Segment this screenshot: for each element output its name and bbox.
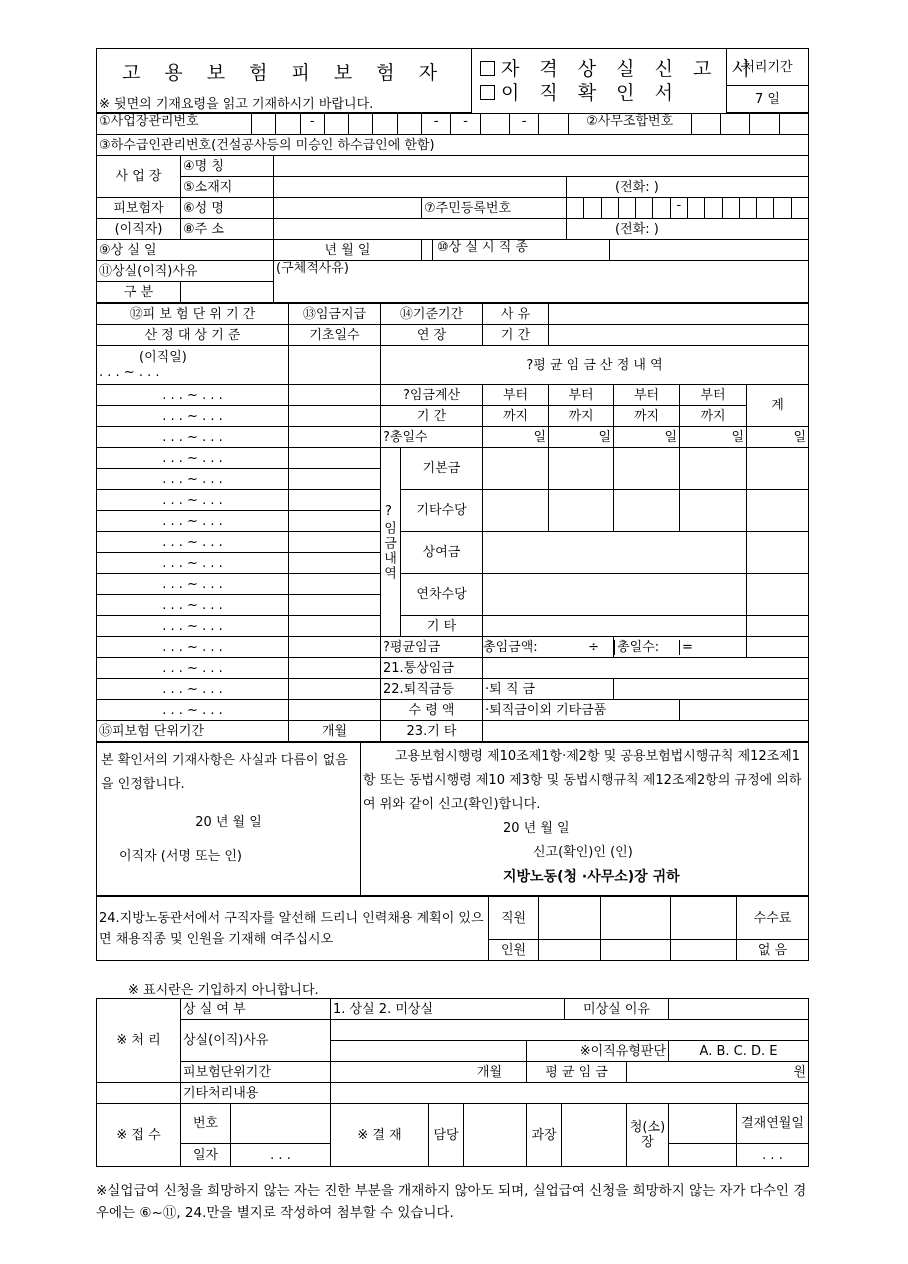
biz-no-input[interactable] [398, 114, 421, 134]
confirm-date[interactable]: 20 년 월 일 [195, 815, 262, 830]
rrn-label: ⑦주민등록번호 [422, 198, 567, 219]
receipt-no-label: 번호 [181, 1104, 231, 1144]
other-allow-input[interactable] [483, 490, 549, 532]
loss-date-label: ⑨상 실 일 [97, 240, 274, 261]
unit-period-header-1: ⑫피 보 험 단 위 기 간 [97, 304, 289, 325]
form-type-checks [472, 49, 757, 113]
biz-no-input[interactable] [349, 114, 373, 134]
basic-info-table [96, 113, 809, 303]
confirm-right [361, 743, 809, 896]
receipt-no-input[interactable] [231, 1104, 331, 1144]
fee-none: 없 음 [737, 940, 809, 961]
range-row[interactable]: . . . ~ . . . [97, 574, 289, 595]
basic-input[interactable] [549, 448, 614, 490]
range-row[interactable]: . . . ~ . . . [97, 406, 289, 427]
biz-label: 사 업 장 [97, 156, 181, 198]
wage-days-input[interactable] [289, 427, 381, 448]
confirm-statement: 본 확인서의 기재사항은 사실과 다름이 없음을 인정합니다. [101, 753, 348, 792]
day-2[interactable]: 일 [549, 427, 614, 448]
other-allow-input[interactable] [680, 490, 747, 532]
office-reason-input-2[interactable] [331, 1041, 527, 1062]
biz-no-input[interactable]: - [422, 114, 451, 134]
office-won[interactable]: 원 [627, 1062, 809, 1083]
union-no-label: ②사무조합번호 [569, 114, 692, 134]
union-no-input[interactable] [750, 114, 779, 134]
range-row[interactable]: . . . ~ . . . [97, 448, 289, 469]
office-other-label: 기타처리내용 [181, 1083, 331, 1104]
approve-label: ※ 결 재 [331, 1104, 429, 1167]
basic-input[interactable] [747, 448, 809, 490]
office-unit-label: 피보험단위기간 [181, 1062, 331, 1083]
loss-job-row [422, 240, 809, 261]
total-days-label: 총일수: [614, 640, 659, 655]
recruit-count-input[interactable] [671, 940, 737, 961]
calc-period-label-1: ?임금계산 [381, 385, 483, 406]
insured-phone[interactable]: (전화: ) [567, 219, 809, 240]
insured-addr-label: ⑧주 소 [181, 219, 274, 240]
biz-name-input[interactable] [274, 156, 809, 177]
office-section [96, 998, 808, 1167]
from-3: 부터 [614, 385, 680, 406]
checkbox-loss[interactable] [480, 61, 495, 76]
etc-label: 기 타 [401, 616, 483, 637]
office-table [96, 998, 809, 1167]
annual-total[interactable] [747, 574, 809, 616]
biz-no-input[interactable] [252, 114, 276, 134]
union-no-input[interactable] [692, 114, 721, 134]
range-row[interactable]: . . . ~ . . . [97, 637, 289, 658]
from-4: 부터 [680, 385, 747, 406]
base-period-header-2: 연 장 [381, 325, 483, 346]
insured-label: 피보험자 [97, 198, 181, 219]
insured-name-label: ⑥성 명 [181, 198, 274, 219]
biz-no-input[interactable] [325, 114, 349, 134]
range-row[interactable]: . . . ~ . . . [97, 469, 289, 490]
receipt-date-input[interactable]: . . . [231, 1144, 331, 1167]
calc-period-label-2: 기 간 [381, 406, 483, 427]
avg-wage-title: ?평 균 임 금 산 정 내 역 [381, 346, 809, 385]
other-allow-input[interactable] [614, 490, 680, 532]
ext-reason-input[interactable] [549, 304, 809, 325]
insured-name-input[interactable] [274, 198, 422, 219]
recruit-text: 24.지방노동관서에서 구직자를 알선해 드리니 인력채용 계획이 있으면 채용직종 및 인원을 기재해 여주십시오 [97, 897, 489, 961]
wage-days-input[interactable] [289, 469, 381, 490]
office-reason-input[interactable] [331, 1020, 809, 1041]
to-2: 까지 [549, 406, 614, 427]
basic-input[interactable] [614, 448, 680, 490]
bonus-input[interactable] [483, 532, 747, 574]
total-wage-label: 총임금액: [483, 639, 538, 655]
wage-days-input[interactable] [289, 448, 381, 469]
from-2: 부터 [549, 385, 614, 406]
recruit-job-label: 직원 [489, 897, 539, 940]
biz-no-input[interactable] [373, 114, 397, 134]
biz-no-label: ①사업장관리번호 [97, 114, 252, 134]
biz-no-input[interactable] [481, 114, 510, 134]
unit15-label: ⑮피보험 단위기간 [97, 721, 289, 742]
reason-detail[interactable]: (구체적사유) [274, 261, 809, 303]
biz-addr-input[interactable] [274, 177, 567, 198]
biz-no-input[interactable]: - [301, 114, 325, 134]
severance-1-input[interactable] [614, 679, 809, 700]
biz-no-input[interactable]: - [510, 114, 539, 134]
day-3[interactable]: 일 [614, 427, 680, 448]
gubun-input[interactable] [181, 282, 274, 303]
loss-job-label: ⑩상 실 시 직 종 [433, 240, 610, 260]
loss-date-input[interactable]: 년 월 일 [274, 240, 422, 261]
confirm-signer[interactable]: 이직자 (서명 또는 인) [119, 849, 243, 864]
range-row[interactable]: . . . ~ . . . [97, 490, 289, 511]
wage-table [96, 303, 809, 742]
other-allow-input[interactable] [747, 490, 809, 532]
approve-date-input[interactable]: . . . [737, 1144, 809, 1167]
range-text: . . . ~ . . . [99, 365, 160, 380]
loss-yn-label: 상 실 여 부 [181, 999, 331, 1020]
range-row[interactable]: . . . ~ . . . [97, 679, 289, 700]
office-other-input[interactable] [331, 1083, 809, 1104]
basic-label: 기본금 [401, 448, 483, 490]
wage-days-input[interactable] [289, 553, 381, 574]
wage-days-header-1: ⑬임금지급 [289, 304, 381, 325]
to-3: 까지 [614, 406, 680, 427]
staff-cell[interactable] [429, 1104, 527, 1167]
severance-2: ·퇴직금이외 기타금품 [483, 700, 680, 721]
days-label: ?총일수 [381, 427, 483, 448]
separation-range[interactable] [97, 346, 289, 385]
range-row[interactable]: . . . ~ . . . [97, 616, 289, 637]
instruction-text: ※ 뒷면의 기재요령을 읽고 기재하시기 바랍니다. [97, 97, 472, 113]
day-total[interactable]: 일 [747, 427, 809, 448]
ext-period-input[interactable] [549, 325, 809, 346]
to-1: 까지 [483, 406, 549, 427]
biz-no-input[interactable]: - [451, 114, 480, 134]
reason-label: ⑪상실(이직)사유 [97, 261, 274, 282]
receipt-date-label: 일자 [181, 1144, 231, 1167]
fee-label: 수수료 [737, 897, 809, 940]
other23-input[interactable] [483, 721, 809, 742]
wage-detail-text: ?임금내역 [381, 503, 396, 581]
office-months[interactable]: 개월 [331, 1062, 527, 1083]
sub-contractor-label: ③하수급인관리번호(건설공사등의 미승인 하수급인에 한함) [97, 135, 809, 156]
avg-wage-result[interactable] [747, 637, 809, 658]
rrn-input[interactable]: - [567, 198, 809, 219]
eq-sign: = [679, 640, 746, 655]
wage-days-input[interactable] [289, 385, 381, 406]
recruit-job-input[interactable] [671, 897, 737, 940]
ordinary-input[interactable] [483, 658, 809, 679]
gubun-label: 구 분 [97, 282, 181, 303]
ordinary-label: 21.통상임금 [381, 658, 483, 679]
other-allow-label: 기타수당 [401, 490, 483, 532]
range-row[interactable]: . . . ~ . . . [97, 595, 289, 616]
annual-input[interactable] [483, 574, 747, 616]
insured-addr-input[interactable] [274, 219, 567, 240]
reporter[interactable]: 신고(확인)인 (인) [533, 845, 633, 860]
wage-days-input[interactable] [289, 595, 381, 616]
confirm-legal-text: 고용보험시행령 제10조제1항·제2항 및 공용보험법시행규칙 제12조제1항 또는 동법시행령 제10 제3항 및 동법시행규칙 제12조제2항의 규정에 의하여 위와 같이 신고(확인)합니다. [363, 749, 802, 812]
biz-no-input[interactable] [539, 114, 568, 134]
staff-label: 담당 [429, 1104, 464, 1166]
check-loss-label: 자 격 상 실 신 고 서 [501, 57, 757, 80]
processing-label: 처리기간 [727, 49, 809, 86]
confirm-left [97, 743, 361, 896]
form-title: 고 용 보 험 피 보 험 자 [97, 49, 472, 98]
day-1[interactable]: 일 [483, 427, 549, 448]
wage-days-input[interactable] [289, 532, 381, 553]
annual-label: 연차수당 [401, 574, 483, 616]
head-input[interactable] [669, 1104, 737, 1144]
bonus-label: 상여금 [401, 532, 483, 574]
union-no-input[interactable] [721, 114, 750, 134]
range-row[interactable]: . . . ~ . . . [97, 553, 289, 574]
severance-2-input[interactable] [680, 700, 809, 721]
div-sign: ÷ [588, 639, 600, 655]
check-separation-label: 이 직 확 인 서 [501, 81, 680, 104]
ext-period-label: 기 간 [483, 325, 549, 346]
total-wage-cell[interactable] [483, 637, 614, 658]
severance-label-2: 수 령 액 [381, 700, 483, 721]
office-avg-label: 평 균 임 금 [527, 1062, 627, 1083]
other-allow-input[interactable] [549, 490, 614, 532]
type-options[interactable]: A. B. C. D. E [669, 1041, 809, 1062]
biz-no-input[interactable] [276, 114, 300, 134]
separation-day-label: (이직일) [139, 350, 187, 365]
form-main [96, 48, 808, 961]
processing-value: 7 일 [727, 86, 809, 113]
recruit-count-input[interactable] [601, 940, 671, 961]
chief-label: 과장 [527, 1104, 562, 1166]
total-days-cell[interactable] [614, 637, 747, 658]
wage-days-input[interactable] [289, 574, 381, 595]
biz-addr-label: ⑤소재지 [181, 177, 274, 198]
header-table [96, 48, 809, 113]
severance-1: ·퇴 직 금 [483, 679, 614, 700]
biz-no-row-2 [422, 114, 809, 135]
range-row[interactable]: . . . ~ . . . [97, 658, 289, 679]
type-label: ※이직유형판단 [527, 1041, 669, 1062]
unit15-months[interactable]: 개월 [289, 721, 381, 742]
footer-note: ※실업급여 신청을 희망하지 않는 자는 진한 부분을 개재하지 않아도 되며, 실업급여 신청을 희망하지 않는 자가 다수인 경우에는 ⑥~⑪, 24.만을 별지로 작성하여 첨부할 수 있습니다. [96, 1183, 807, 1221]
basic-input[interactable] [483, 448, 549, 490]
union-no-input[interactable] [780, 114, 808, 134]
biz-no-row [97, 114, 422, 135]
range-row[interactable]: . . . ~ . . . [97, 511, 289, 532]
confirm-table [96, 742, 809, 896]
report-date[interactable]: 20 년 월 일 [503, 821, 570, 836]
not-reason-input[interactable] [669, 999, 809, 1020]
range-row[interactable]: . . . ~ . . . [97, 427, 289, 448]
etc-total[interactable] [747, 616, 809, 637]
to-4: 까지 [680, 406, 747, 427]
recruit-count-label: 인원 [489, 940, 539, 961]
ext-reason-label: 사 유 [483, 304, 549, 325]
basic-input[interactable] [680, 448, 747, 490]
wage-days-input[interactable] [289, 616, 381, 637]
wage-days-input[interactable] [289, 406, 381, 427]
day-4[interactable]: 일 [680, 427, 747, 448]
wage-days-input[interactable] [289, 700, 381, 721]
biz-phone[interactable]: (전화: ) [567, 177, 809, 198]
unit-period-header-2: 산 정 대 상 기 준 [97, 325, 289, 346]
biz-name-label: ④명 칭 [181, 156, 274, 177]
head-input-2[interactable] [669, 1144, 737, 1167]
receipt-label: ※ 접 수 [97, 1104, 181, 1167]
range-row[interactable]: . . . ~ . . . [97, 700, 289, 721]
base-period-header-1: ⑭기준기간 [381, 304, 483, 325]
other23-label: 23.기 타 [381, 721, 483, 742]
recruit-job-input[interactable] [539, 897, 601, 940]
total-header: 계 [747, 385, 809, 427]
avg-wage-label: ?평균임금 [381, 637, 483, 658]
etc-input[interactable] [483, 616, 747, 637]
wage-days-input[interactable] [289, 346, 381, 385]
separated-label: (이직자) [97, 219, 181, 240]
range-row[interactable]: . . . ~ . . . [97, 385, 289, 406]
wage-days-input[interactable] [289, 679, 381, 700]
chief-cell[interactable] [527, 1104, 627, 1167]
wage-days-input[interactable] [289, 490, 381, 511]
wage-days-input[interactable] [289, 637, 381, 658]
severance-label-1: 22.퇴직금등 [381, 679, 483, 700]
wage-days-input[interactable] [289, 511, 381, 532]
office-note: ※ 표시란은 기입하지 아니합니다. [128, 983, 319, 998]
loss-job-input[interactable] [610, 240, 808, 260]
process-label: ※ 처 리 [97, 999, 181, 1083]
head-label: 청(소)장 [627, 1104, 669, 1167]
approve-date-label: 결재연월일 [737, 1104, 809, 1144]
bonus-total[interactable] [747, 532, 809, 574]
checkbox-separation[interactable] [480, 85, 495, 100]
addressee: 지방노동(청 ·사무소)장 귀하 [503, 869, 680, 885]
wage-detail-label [381, 448, 401, 637]
from-1: 부터 [483, 385, 549, 406]
recruit-count-input[interactable] [539, 940, 601, 961]
recruit-table [96, 896, 809, 961]
wage-days-header-2: 기초일수 [289, 325, 381, 346]
range-row[interactable]: . . . ~ . . . [97, 532, 289, 553]
office-reason-label: 상실(이직)사유 [181, 1020, 331, 1062]
not-reason-label: 미상실 이유 [565, 999, 669, 1020]
recruit-job-input[interactable] [601, 897, 671, 940]
loss-yn-options[interactable]: 1. 상실 2. 미상실 [331, 999, 565, 1020]
wage-days-input[interactable] [289, 658, 381, 679]
